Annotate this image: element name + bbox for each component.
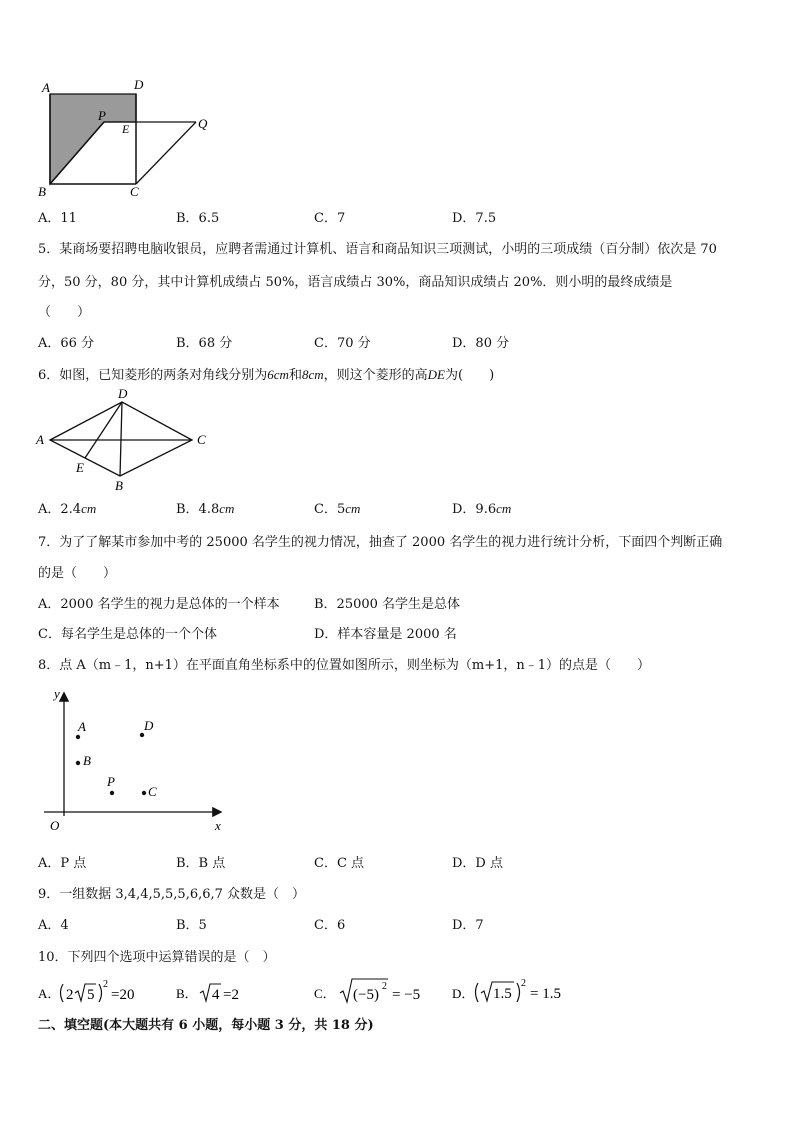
- q10-option-d-radicand: 1.5: [493, 986, 512, 1002]
- q8-option-a: A．P 点: [38, 856, 87, 871]
- q6-value-8cm: 8cm: [301, 367, 324, 382]
- q5-option-b: B．68 分: [176, 336, 233, 351]
- q10-text: 10．下列四个选项中运算错误的是（ ）: [38, 950, 276, 965]
- q4-option-c: C．7: [314, 211, 346, 226]
- q10-option-c-exponent: 2: [382, 981, 387, 992]
- q6-option-b-num: B．4.8: [176, 502, 220, 517]
- q6-option-a-num: A．2.4: [38, 502, 82, 517]
- q10-option-a-radicand: 5: [87, 987, 95, 1003]
- q7-option-a: A．2000 名学生的视力是总体的一个样本: [38, 597, 280, 612]
- q10-option-a-coef: 2: [66, 987, 74, 1003]
- q6-option-b-unit: cm: [219, 501, 235, 516]
- q8-fig-label-O: O: [50, 818, 60, 833]
- fig4-label-C: C: [130, 184, 139, 199]
- fig4-label-P: P: [98, 108, 106, 123]
- q8-fig-label-C: C: [148, 784, 157, 799]
- q8-option-d: D．D 点: [452, 856, 503, 871]
- figure-coordinate-plane: [40, 682, 240, 842]
- q9-text: 9．一组数据 3,4,4,5,5,5,6,6,7 众数是（ ）: [38, 887, 306, 902]
- q8-fig-label-A: A: [78, 719, 86, 734]
- q8-fig-label-y: y: [54, 686, 60, 701]
- q6-option-d: [452, 498, 511, 517]
- q8-fig-label-B: B: [83, 753, 91, 768]
- q9-option-d: D．7: [452, 918, 484, 933]
- q6-option-c: [314, 498, 360, 517]
- q6-value-6cm: 6cm: [267, 367, 289, 382]
- q6-fig-label-A: A: [36, 432, 44, 447]
- q10-option-b-label: B．: [176, 986, 198, 1001]
- q10-option-d-exponent: 2: [521, 978, 526, 989]
- q10-option-c-radicand: (−5): [353, 987, 379, 1003]
- q7-text-line2: 的是（ ）: [38, 566, 117, 581]
- q8-fig-label-P: P: [107, 774, 115, 789]
- q10-option-c-label: C．: [314, 986, 336, 1001]
- q6-option-d-unit: cm: [496, 501, 512, 516]
- q8-option-c: C．C 点: [314, 856, 365, 871]
- q10-option-a-exponent: 2: [103, 979, 108, 990]
- q6-text-b: 和: [288, 368, 302, 383]
- q6-text-d: 为( ): [445, 368, 495, 383]
- q6-text-c: ，则这个菱形的高: [323, 368, 428, 383]
- fig4-label-Q: Q: [198, 116, 208, 131]
- q10-option-c-result: = −5: [392, 987, 421, 1003]
- q10-option-d: [450, 974, 590, 1010]
- q6-option-a: [38, 498, 96, 517]
- q6-fig-label-E: E: [76, 460, 84, 475]
- q6-option-a-unit: cm: [81, 501, 97, 516]
- q8-text: 8．点 A（m﹣1，n+1）在平面直角坐标系中的位置如图所示，则坐标为（m+1，n﹣1）的点是（ ）: [38, 658, 651, 673]
- q6-option-b: [176, 498, 234, 517]
- q6-option-c-num: C．5: [314, 502, 346, 517]
- q8-fig-label-x: x: [215, 818, 221, 833]
- q5-option-c: C．70 分: [314, 336, 371, 351]
- q9-option-b: B．5: [176, 918, 207, 933]
- q10-option-b: [174, 976, 284, 1010]
- q7-text-line1: 7．为了了解某市参加中考的 25000 名学生的视力情况，抽查了 2000 名学生的视力进行统计分析，下面四个判断正确: [38, 535, 723, 550]
- q6-text-a: 6．如图，已知菱形的两条对角线分别为: [38, 368, 268, 383]
- q8-option-b: B．B 点: [176, 856, 226, 871]
- q10-option-b-result: =2: [223, 987, 239, 1003]
- q5-text-line3: （ ）: [38, 305, 91, 320]
- q9-option-a: A．4: [38, 918, 69, 933]
- fig4-label-D: D: [134, 77, 144, 92]
- q10-option-b-radicand: 4: [212, 987, 220, 1003]
- q4-option-b: B．6.5: [176, 211, 220, 226]
- q6-fig-label-B: B: [115, 478, 123, 493]
- q6-fig-label-C: C: [197, 432, 206, 447]
- q6-option-d-num: D．9.6: [452, 502, 497, 517]
- q10-option-d-result: = 1.5: [530, 986, 561, 1002]
- q10-option-a: [36, 976, 166, 1010]
- q6-question: [38, 364, 494, 383]
- q4-option-d: D．7.5: [452, 211, 497, 226]
- q7-option-b: B．25000 名学生是总体: [314, 597, 461, 612]
- q10-option-a-label: A．: [38, 986, 61, 1001]
- q10-option-a-result: =20: [111, 987, 135, 1003]
- q7-option-d: D．样本容量是 2000 名: [314, 627, 457, 642]
- q9-option-c: C．6: [314, 918, 346, 933]
- q7-option-c: C．每名学生是总体的一个个体: [38, 627, 217, 642]
- q5-option-a: A．66 分: [38, 336, 95, 351]
- figure-square-parallelogram: [30, 72, 230, 202]
- q5-option-d: D．80 分: [452, 336, 510, 351]
- q6-option-c-unit: cm: [345, 501, 361, 516]
- q5-text-line1: 5．某商场要招聘电脑收银员，应聘者需通过计算机、语言和商品知识三项测试，小明的三项成绩（百分制）依次是 70: [38, 242, 717, 257]
- figure-rhombus: [30, 384, 220, 494]
- fig4-label-B: B: [38, 184, 46, 199]
- q6-value-de: DE: [427, 367, 445, 382]
- fig4-label-E: E: [122, 122, 130, 136]
- q8-fig-label-D: D: [144, 718, 154, 733]
- fig4-label-A: A: [42, 80, 50, 95]
- section-2-title: 二、填空题(本大题共有 6 小题，每小题 3 分，共 18 分): [38, 1018, 374, 1033]
- q10-option-d-label: D．: [452, 986, 475, 1001]
- q4-option-a: A．11: [38, 211, 77, 226]
- q6-fig-label-D: D: [118, 386, 128, 401]
- q5-text-line2: 分，50 分，80 分，其中计算机成绩占 50%，语言成绩占 30%，商品知识成绩占 20%．则小明的最终成绩是: [38, 275, 673, 290]
- q10-option-c: [312, 974, 442, 1010]
